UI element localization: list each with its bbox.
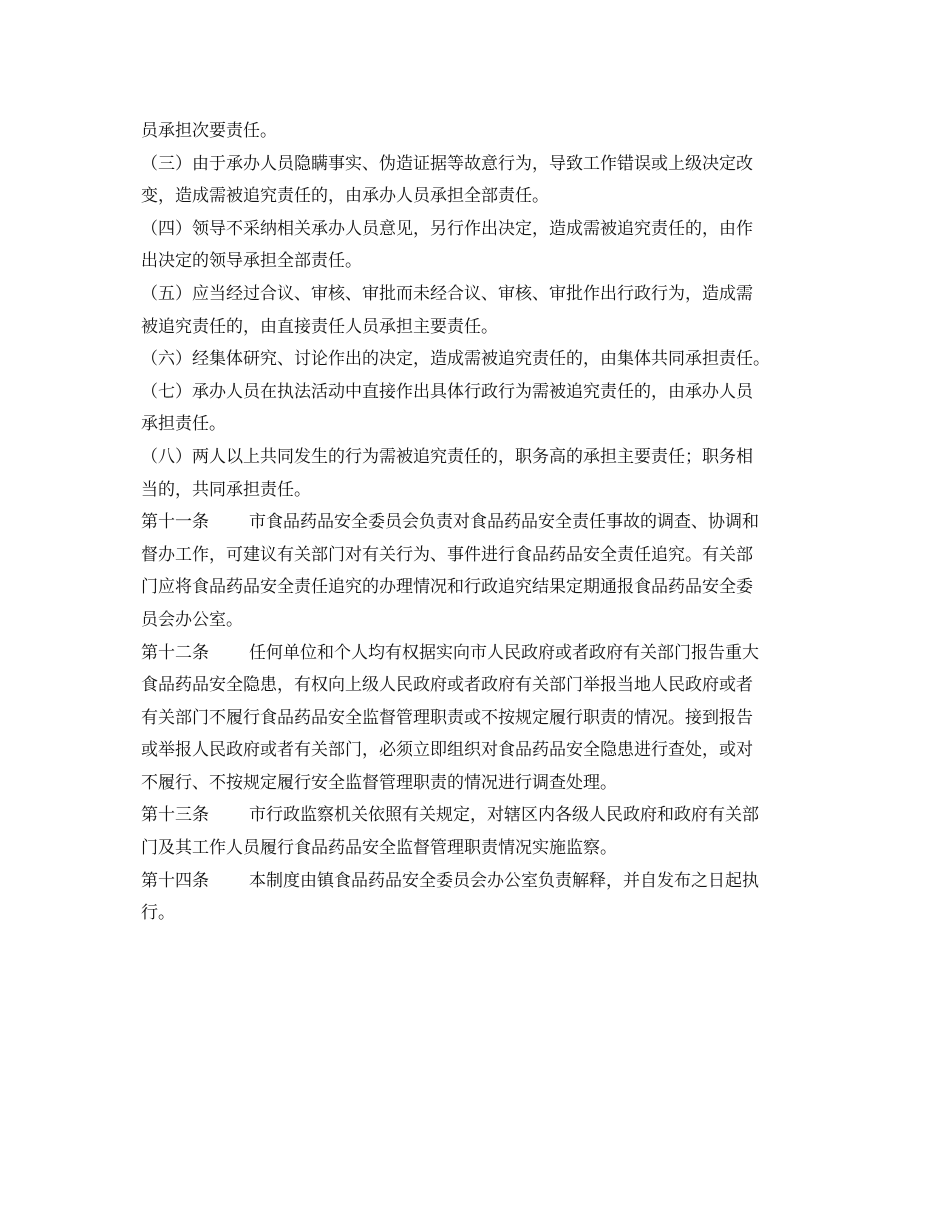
article-11-heading: 第十一条 bbox=[141, 512, 209, 533]
text-line: （六）经集体研究、讨论作出的决定，造成需被追究责任的，由集体共同承担责任。 bbox=[141, 349, 770, 370]
text-line: 出决定的领导承担全部责任。 bbox=[141, 251, 362, 272]
text-line: 员承担次要责任。 bbox=[141, 121, 277, 141]
article-14-heading: 第十四条 bbox=[141, 870, 209, 891]
text-line: （七）承办人员在执法活动中直接作出具体行政行为需被追究责任的，由承办人员 bbox=[141, 381, 753, 402]
text-line: 员会办公室。 bbox=[141, 609, 243, 630]
text-line: 督办工作，可建议有关部门对有关行为、事件进行食品药品安全责任追究。有关部 bbox=[141, 544, 753, 565]
text-line: 任何单位和个人均有权据实向市人民政府或者政府有关部门报告重大 bbox=[249, 642, 759, 663]
article-13-heading: 第十三条 bbox=[141, 805, 209, 826]
text-line: 本制度由镇食品药品安全委员会办公室负责解释，并自发布之日起执 bbox=[249, 870, 759, 891]
article-14-line bbox=[141, 865, 816, 898]
text-line: 或举报人民政府或者有关部门，必须立即组织对食品药品安全隐患进行查处，或对 bbox=[141, 740, 753, 761]
text-line: 市行政监察机关依照有关规定，对辖区内各级人民政府和政府有关部 bbox=[249, 805, 759, 826]
text-line: 门应将食品药品安全责任追究的办理情况和行政追究结果定期通报食品药品安全委 bbox=[141, 577, 753, 598]
text-line: 承担责任。 bbox=[141, 414, 226, 435]
article-12-line bbox=[141, 637, 816, 670]
text-line: （五）应当经过合议、审核、审批而未经合议、审核、审批作出行政行为，造成需 bbox=[141, 283, 753, 304]
text-line: （四）领导不采纳相关承办人员意见，另行作出决定，造成需被追究责任的，由作 bbox=[141, 218, 753, 239]
text-line: 食品药品安全隐患，有权向上级人民政府或者政府有关部门举报当地人民政府或者 bbox=[141, 675, 753, 696]
article-13-line bbox=[141, 799, 816, 832]
document-body bbox=[141, 115, 816, 930]
text-line: 门及其工作人员履行食品药品安全监督管理职责情况实施监察。 bbox=[141, 838, 617, 859]
text-line: （八）两人以上共同发生的行为需被追究责任的，职务高的承担主要责任；职务相 bbox=[141, 446, 753, 467]
article-12-heading: 第十二条 bbox=[141, 642, 209, 663]
text-line: 市食品药品安全委员会负责对食品药品安全责任事故的调查、协调和 bbox=[249, 512, 759, 533]
text-line: 行。 bbox=[141, 903, 175, 924]
text-line: 当的，共同承担责任。 bbox=[141, 479, 311, 500]
text-line: 不履行、不按规定履行安全监督管理职责的情况进行调查处理。 bbox=[141, 772, 617, 793]
text-line: （三）由于承办人员隐瞒事实、伪造证据等故意行为，导致工作错误或上级决定改 bbox=[141, 153, 753, 174]
text-line: 有关部门不履行食品药品安全监督管理职责或不按规定履行职责的情况。接到报告 bbox=[141, 707, 753, 728]
text-line: 被追究责任的，由直接责任人员承担主要责任。 bbox=[141, 316, 498, 337]
text-line: 变，造成需被追究责任的，由承办人员承担全部责任。 bbox=[141, 186, 549, 207]
article-11-line bbox=[141, 506, 816, 539]
